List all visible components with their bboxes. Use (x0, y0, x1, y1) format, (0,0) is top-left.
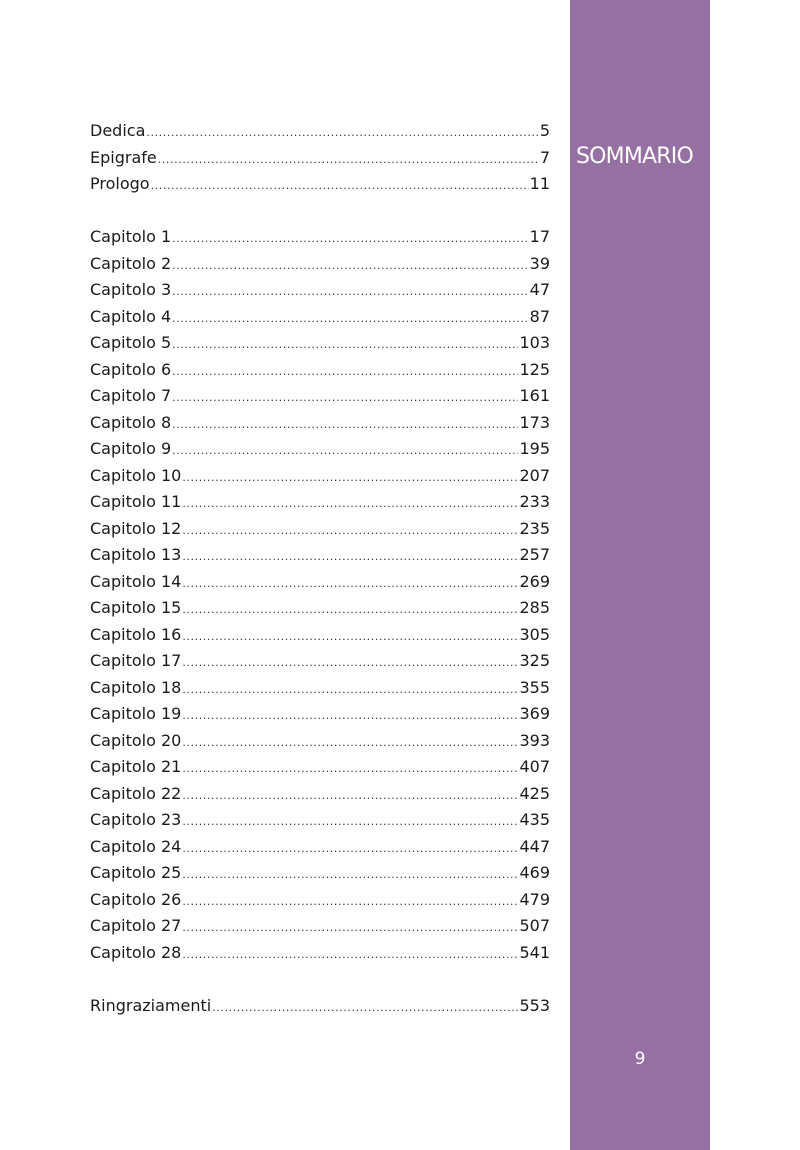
dot-leader (182, 568, 518, 595)
toc-entry-page: 39 (529, 253, 550, 273)
toc-entry-label: Capitolo 8 (90, 412, 172, 432)
toc-entry-label: Capitolo 16 (90, 624, 182, 644)
toc-entry[interactable] (90, 488, 550, 515)
toc-entry-label: Prologo (90, 174, 150, 193)
toc-entry-label: Capitolo 15 (90, 598, 182, 617)
toc-entry-page: 469 (519, 863, 550, 882)
toc-entry-page: 369 (519, 704, 550, 723)
toc-entry-page: 17 (529, 227, 550, 246)
toc-entry-label: Ringraziamenti (90, 995, 212, 1015)
dot-leader (172, 250, 529, 277)
toc-entry-label: Capitolo 7 (90, 386, 172, 405)
toc-entry-label: Capitolo 12 (90, 518, 182, 538)
dot-leader (182, 886, 518, 913)
dot-leader (182, 515, 518, 542)
toc-entry[interactable] (90, 992, 550, 1019)
toc-entry-label: Capitolo 14 (90, 571, 182, 591)
toc-entry-page: 325 (519, 651, 550, 670)
toc-entry-page: 7 (539, 147, 550, 167)
toc-entry-label: Capitolo 25 (90, 863, 182, 882)
dot-leader (182, 621, 518, 648)
dot-leader (182, 939, 518, 966)
toc-entry-page: 47 (529, 280, 550, 299)
toc-entry-label: Capitolo 21 (90, 757, 182, 776)
dot-leader (182, 727, 518, 754)
toc-entry-label: Capitolo 6 (90, 359, 172, 379)
dot-leader (182, 462, 518, 489)
toc-entry-label: Capitolo 27 (90, 916, 182, 935)
toc-entry[interactable] (90, 435, 550, 462)
toc-entry[interactable] (90, 329, 550, 356)
toc-entry-label: Capitolo 23 (90, 810, 182, 829)
toc-entry[interactable] (90, 753, 550, 780)
toc-entry[interactable] (90, 568, 550, 595)
toc-entry-page: 541 (519, 942, 550, 962)
toc-entry[interactable] (90, 170, 550, 197)
toc-entry-label: Capitolo 28 (90, 942, 182, 962)
toc-entry-page: 11 (529, 174, 550, 193)
toc-entry-label: Capitolo 4 (90, 306, 172, 326)
dot-leader (172, 329, 518, 356)
toc-entry[interactable] (90, 382, 550, 409)
toc-entry-label: Capitolo 24 (90, 836, 182, 856)
toc-entry[interactable] (90, 356, 550, 383)
toc-entry[interactable] (90, 541, 550, 568)
toc-entry-page: 103 (519, 333, 550, 352)
dot-leader (182, 488, 518, 515)
dot-leader (172, 409, 518, 436)
dot-leader (182, 647, 518, 674)
toc-entry[interactable] (90, 409, 550, 436)
toc-entry-page: 125 (519, 359, 550, 379)
toc-entry-label: Capitolo 11 (90, 492, 182, 511)
toc-entry[interactable] (90, 594, 550, 621)
dot-leader (182, 780, 518, 807)
toc-entry[interactable] (90, 223, 550, 250)
dot-leader (182, 594, 518, 621)
toc-entry-label: Capitolo 3 (90, 280, 172, 299)
toc-entry[interactable] (90, 647, 550, 674)
toc-entry-page: 87 (529, 306, 550, 326)
toc-back-matter (90, 992, 550, 1019)
toc-entry[interactable] (90, 939, 550, 966)
toc-entry[interactable] (90, 700, 550, 727)
dot-leader (182, 753, 518, 780)
toc-entry-page: 507 (519, 916, 550, 935)
toc-entry-page: 479 (519, 889, 550, 909)
toc-entry-page: 447 (519, 836, 550, 856)
toc-entry-label: Capitolo 20 (90, 730, 182, 750)
dot-leader (151, 170, 529, 197)
toc-entry[interactable] (90, 806, 550, 833)
dot-leader (182, 541, 518, 568)
toc-entry[interactable] (90, 859, 550, 886)
dot-leader (182, 700, 518, 727)
toc-entry-label: Capitolo 22 (90, 783, 182, 803)
toc-entry[interactable] (90, 674, 550, 701)
toc-entry-page: 425 (519, 783, 550, 803)
toc-entry[interactable] (90, 303, 550, 330)
toc-entry-label: Capitolo 13 (90, 545, 182, 564)
dot-leader (182, 833, 518, 860)
dot-leader (172, 435, 518, 462)
toc-entry-label: Capitolo 10 (90, 465, 182, 485)
toc-entry-page: 435 (519, 810, 550, 829)
toc-entry-label: Capitolo 5 (90, 333, 172, 352)
toc-chapters (90, 223, 550, 965)
toc-entry-page: 161 (519, 386, 550, 405)
toc-entry-label: Capitolo 1 (90, 227, 172, 246)
toc-entry-label: Dedica (90, 121, 146, 140)
dot-leader (182, 674, 518, 701)
dot-leader (182, 912, 518, 939)
toc-entry[interactable] (90, 462, 550, 489)
toc-entry-label: Capitolo 9 (90, 439, 172, 458)
sidebar-band (570, 0, 710, 1150)
toc-entry-label: Capitolo 17 (90, 651, 182, 670)
dot-leader (172, 223, 529, 250)
toc-entry[interactable] (90, 886, 550, 913)
toc-entry-page: 553 (519, 995, 550, 1015)
toc-entry[interactable] (90, 250, 550, 277)
dot-leader (172, 276, 529, 303)
toc-entry-label: Epigrafe (90, 147, 157, 167)
toc-entry-page: 233 (519, 492, 550, 511)
toc-entry[interactable] (90, 912, 550, 939)
toc-entry[interactable] (90, 727, 550, 754)
toc-entry-page: 235 (519, 518, 550, 538)
dot-leader (172, 382, 518, 409)
toc-entry[interactable] (90, 117, 550, 144)
toc-front-matter (90, 117, 550, 197)
toc-entry-label: Capitolo 26 (90, 889, 182, 909)
toc-entry[interactable] (90, 276, 550, 303)
toc-entry[interactable] (90, 144, 550, 171)
toc-entry-page: 5 (539, 121, 550, 140)
dot-leader (158, 144, 539, 171)
toc-entry-label: Capitolo 2 (90, 253, 172, 273)
dot-leader (182, 859, 518, 886)
toc-entry[interactable] (90, 621, 550, 648)
dot-leader (172, 303, 529, 330)
toc-entry-label: Capitolo 19 (90, 704, 182, 723)
toc-entry-page: 257 (519, 545, 550, 564)
toc-entry[interactable] (90, 780, 550, 807)
toc-entry[interactable] (90, 833, 550, 860)
dot-leader (172, 356, 518, 383)
toc-entry-page: 173 (519, 412, 550, 432)
toc-entry-page: 269 (519, 571, 550, 591)
toc-entry-page: 195 (519, 439, 550, 458)
toc-entry-label: Capitolo 18 (90, 677, 182, 697)
toc-entry[interactable] (90, 515, 550, 542)
table-of-contents (90, 117, 550, 1018)
section-title: SOMMARIO (576, 144, 693, 169)
toc-entry-page: 407 (519, 757, 550, 776)
dot-leader (146, 117, 538, 144)
page-number: 9 (634, 1049, 646, 1069)
dot-leader (212, 992, 518, 1019)
toc-entry-page: 305 (519, 624, 550, 644)
toc-entry-page: 355 (519, 677, 550, 697)
dot-leader (182, 806, 518, 833)
toc-entry-page: 393 (519, 730, 550, 750)
toc-entry-page: 285 (519, 598, 550, 617)
toc-entry-page: 207 (519, 465, 550, 485)
